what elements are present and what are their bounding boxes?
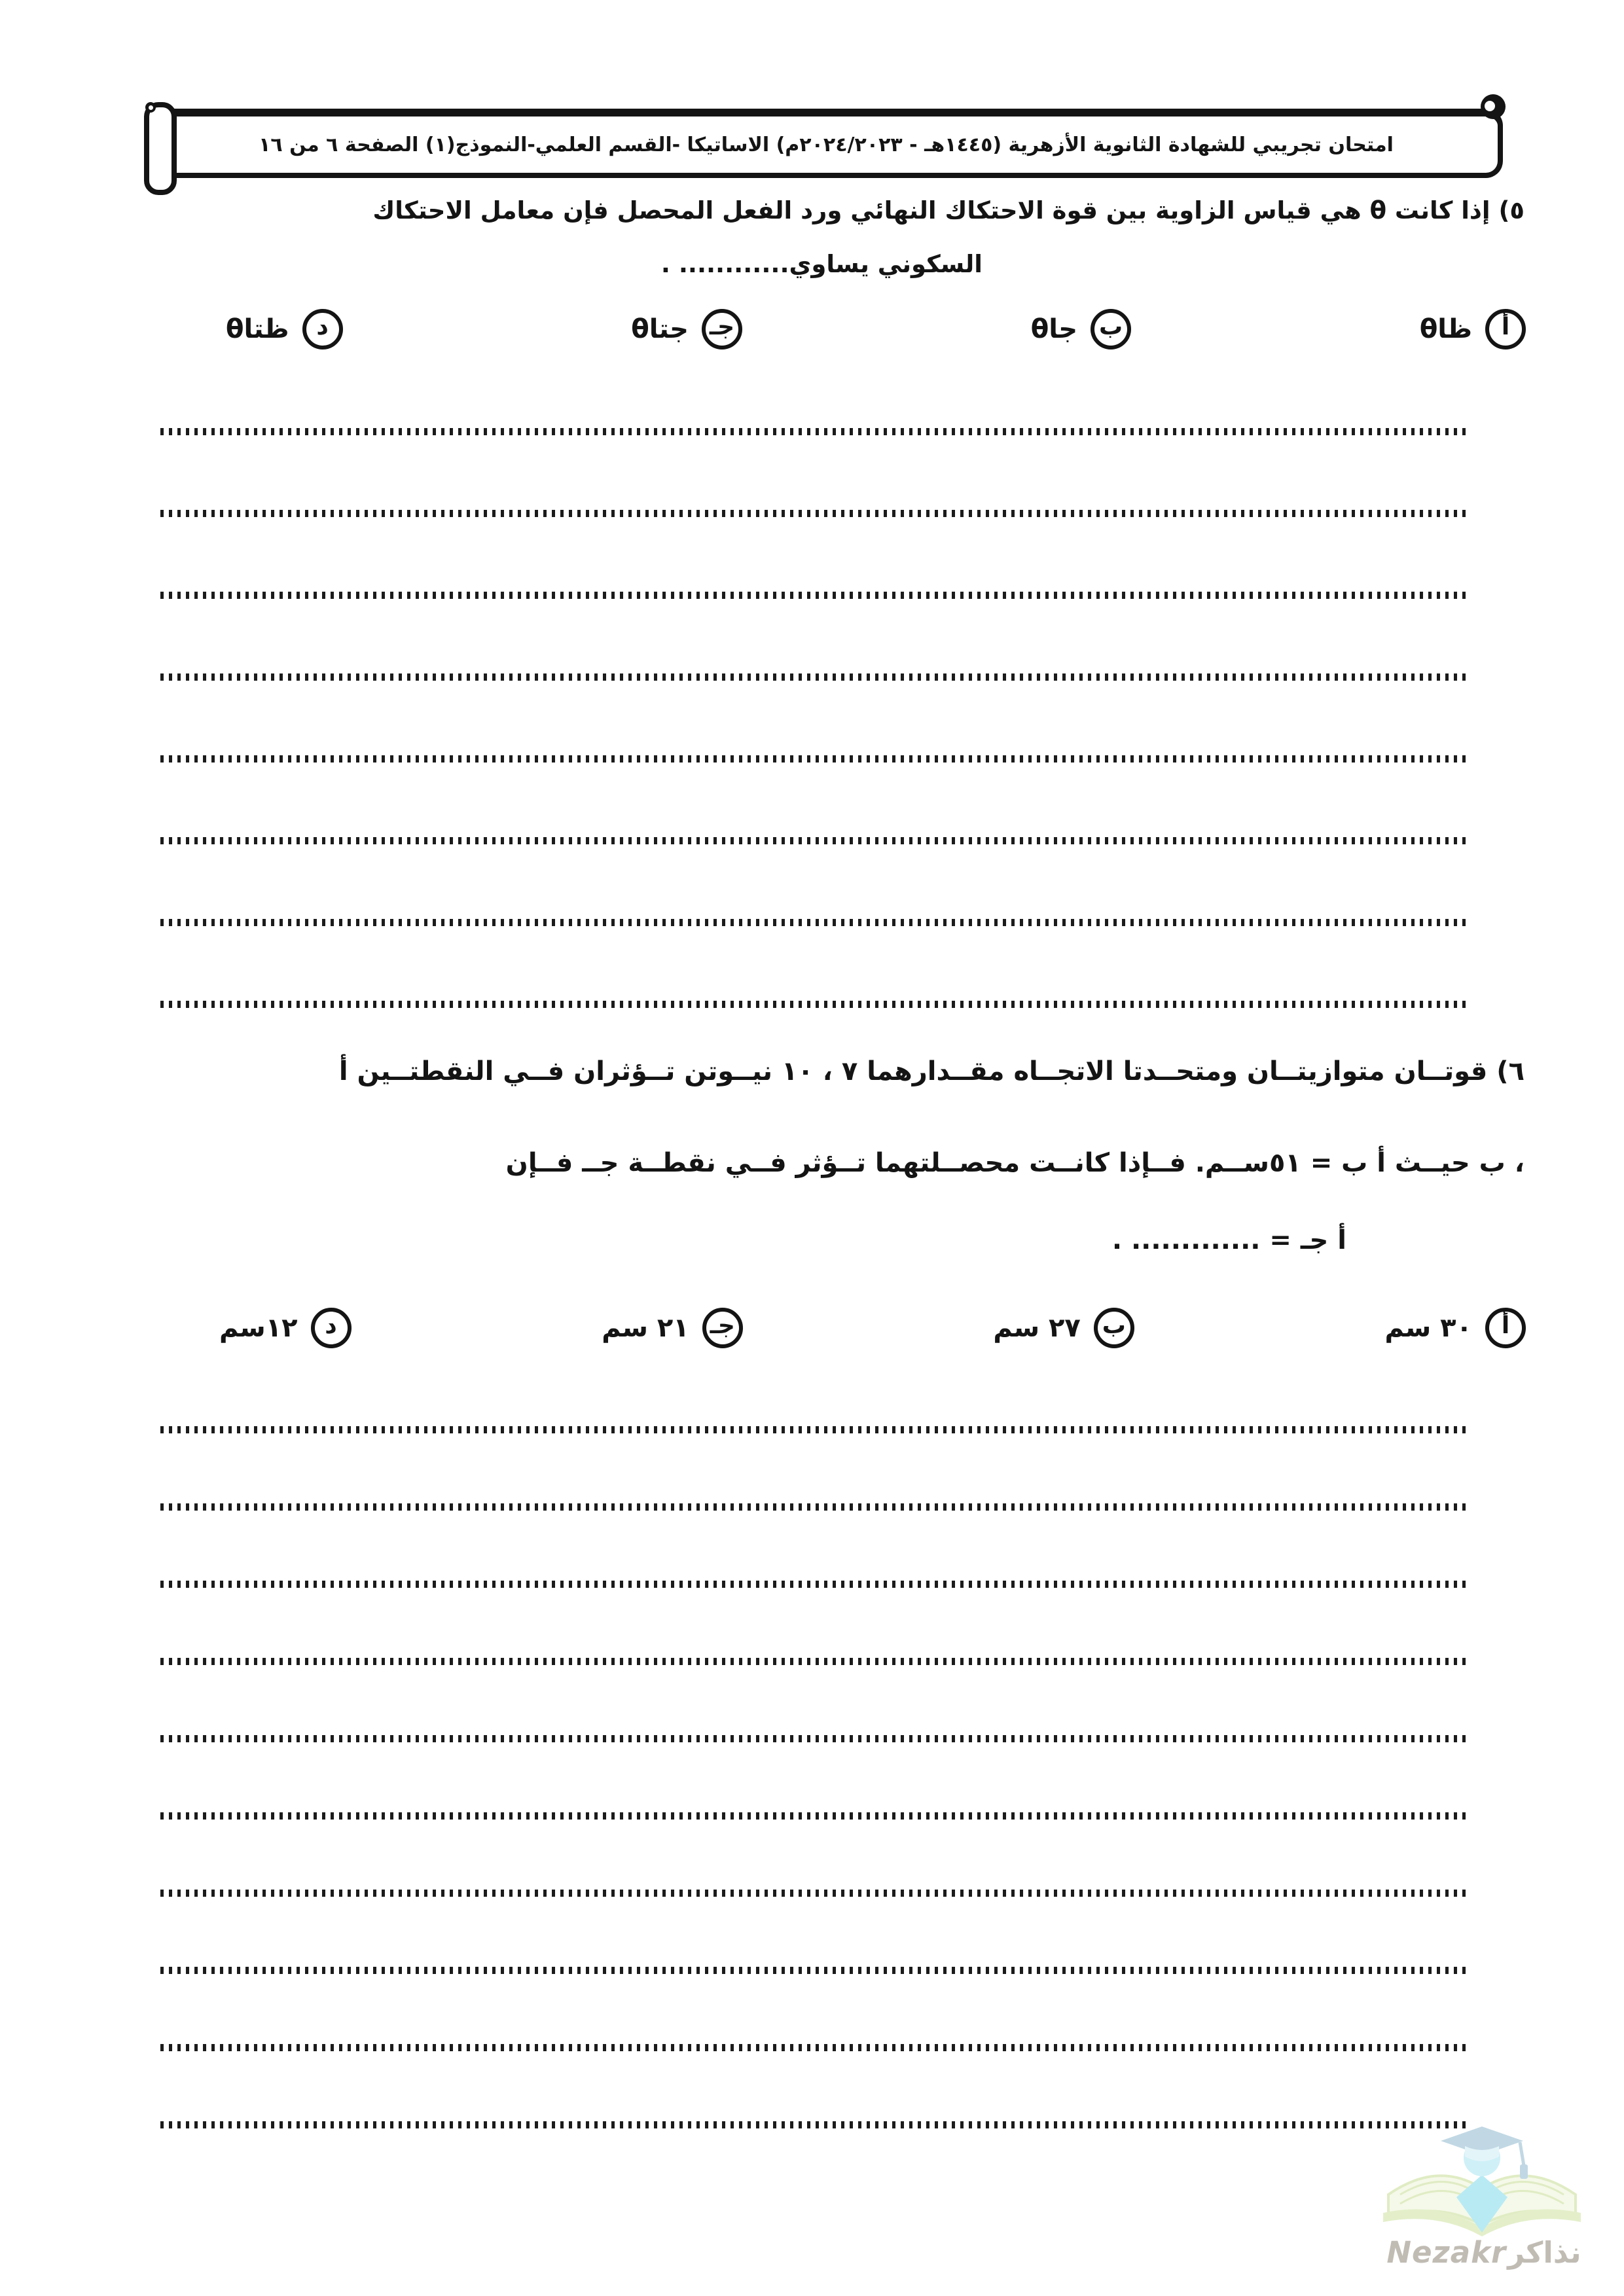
q5-option-d-label: ظتاθ [226,314,289,344]
question-6-text-line2: ، ب حيــث أ ب = ٥١ســم. فــإذا كانــت محصــلتهما تــؤثر فــي نقطــة جــ فــإن [505,1148,1525,1178]
graduate-book-logo-icon [1369,2115,1599,2239]
q6-option-c [602,1308,742,1348]
q5-option-b [1031,309,1131,350]
answer-dotted-line [160,837,1470,844]
q5-option-b-label: جاθ [1030,314,1078,344]
q5-option-d [226,309,343,350]
answer-dotted-line [160,673,1470,681]
question-5-text-line1: ٥) إذا كانت θ هي قياس الزاوية بين قوة الاحتكاك النهائي ورد الفعل المحصل فإن معامل الاحتكاك [372,196,1525,224]
q6-option-a [1385,1308,1526,1348]
answer-dotted-line [160,1967,1470,1974]
q5-option-a-label: ظاθ [1419,314,1472,344]
q6-option-d-letter: د [311,1308,352,1348]
q6-option-a-label: ٣٠ سم [1384,1313,1472,1343]
q5-answer-lines [160,428,1470,1008]
answer-dotted-line [160,510,1470,517]
question-6-options [219,1308,1526,1348]
q6-option-c-label: ٢١ سم [602,1313,689,1343]
question-6-text-line3: أ جـ = ............. . [1111,1225,1346,1255]
answer-dotted-line [160,1812,1470,1820]
watermark-brand-arabic: نذاكر [1507,2235,1581,2270]
watermark-brand-latin: Nezakr [1386,2235,1507,2270]
q6-option-d [219,1308,352,1348]
answer-dotted-line [160,1001,1470,1008]
q5-option-b-letter: ب [1091,309,1131,350]
answer-dotted-line [160,755,1470,762]
q5-option-d-letter: د [302,309,343,350]
watermark-brand-text [1386,2235,1581,2270]
q5-option-a-letter: أ [1485,309,1526,350]
q5-option-c-letter: جـ [702,309,742,350]
q6-option-b-letter: ب [1094,1308,1134,1348]
answer-dotted-line [160,1890,1470,1897]
answer-dotted-line [160,1581,1470,1588]
banner-scroll-icon [144,102,177,195]
answer-dotted-line [160,1735,1470,1742]
answer-dotted-line [160,1658,1470,1665]
question-6-text-line1: ٦) قوتــان متوازيتــان ومتحــدتا الاتجــاه مقــدارهما ٧ ، ١٠ نيــوتن تــؤثران فــي النقطتــين أ [338,1056,1525,1086]
q5-option-a [1420,309,1526,350]
answer-dotted-line [160,2121,1470,2128]
q6-answer-lines [160,1426,1470,2128]
answer-dotted-line [160,2044,1470,2051]
question-5-text-line2: السكوني يساوي............ . [660,250,983,278]
answer-dotted-line [160,919,1470,926]
answer-dotted-line [160,1503,1470,1511]
q6-option-a-letter: أ [1485,1308,1526,1348]
banner-curl-icon [1481,94,1506,119]
answer-dotted-line [160,1426,1470,1433]
answer-dotted-line [160,428,1470,435]
q6-option-b [993,1308,1134,1348]
answer-dotted-line [160,592,1470,599]
q5-option-c-label: جتاθ [631,314,689,344]
q5-option-c [631,309,742,350]
q6-option-b-label: ٢٧ سم [993,1313,1081,1343]
nezakr-watermark [1369,2115,1599,2270]
header-banner [149,109,1503,178]
q6-option-c-letter: جـ [702,1308,743,1348]
q6-option-d-label: ١٢سم [219,1313,298,1343]
exam-header-title: امتحان تجريبي للشهادة الثانوية الأزهرية (١٤٤٥هـ - ٢٠٢٤/٢٠٢٣م) الاساتيكا -القسم العلمي-النموذج(١) الصفحة ٦ من ١٦ [259,133,1394,156]
question-5-options [226,309,1526,350]
